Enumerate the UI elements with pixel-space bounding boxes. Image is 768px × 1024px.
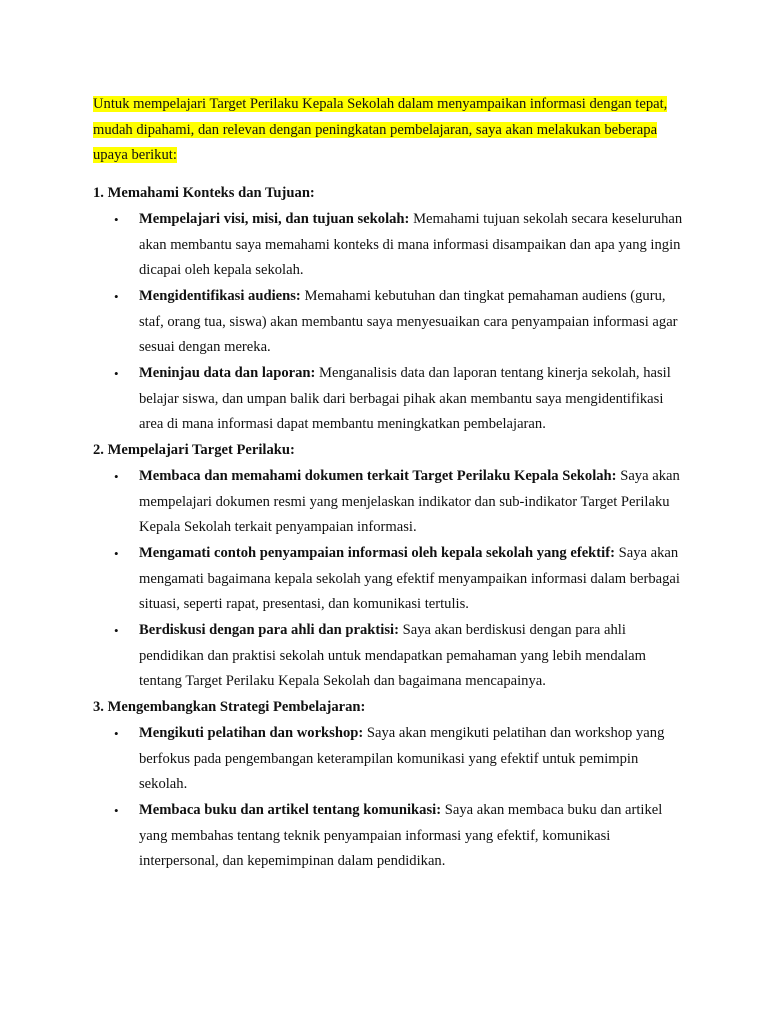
item-text: Saya akan mengikuti pelatihan dan workshop yang berfokus pada pengembangan keterampilan komunikasi yang efektif untuk pemimpin sekolah. xyxy=(139,724,665,793)
item-text: Saya akan mempelajari dokumen resmi yang menjelaskan indikator dan sub-indikator Target Perilaku Kepala Sekolah terkait penyampaian informasi. xyxy=(139,467,680,536)
list-item xyxy=(114,361,683,438)
bullet-list xyxy=(93,207,683,438)
list-item xyxy=(114,207,683,284)
bullet-icon: • xyxy=(114,545,119,561)
item-text: Memahami kebutuhan dan tingkat pemahaman audiens (guru, staf, orang tua, siswa) akan membantu saya menyesuaikan cara penyampaian informasi agar sesuai dengan mereka. xyxy=(139,287,678,356)
item-title: Membaca buku dan artikel tentang komunikasi: xyxy=(139,801,442,818)
item-text: Menganalisis data dan laporan tentang kinerja sekolah, hasil belajar siswa, dan umpan balik dari berbagai pihak akan membantu saya mengidentifikasi area di mana informasi dapat membantu meningkatkan pembelajaran. xyxy=(139,365,671,433)
item-text: Saya akan mengamati bagaimana kepala sekolah yang efektif menyampaikan informasi dalam berbagai situasi, seperti rapat, presentasi, dan komunikasi tertulis. xyxy=(139,544,680,613)
item-title: Mempelajari visi, misi, dan tujuan sekolah: xyxy=(139,210,410,227)
section-2 xyxy=(93,438,683,695)
item-text: Saya akan membaca buku dan artikel yang membahas tentang teknik penyampaian informasi yang efektif, komunikasi interpersonal, dan kepemimpinan dalam pendidikan. xyxy=(139,801,663,870)
section-3 xyxy=(93,695,683,875)
section-heading: 2. Mempelajari Target Perilaku: xyxy=(93,442,295,459)
list-item xyxy=(114,541,683,618)
document-body xyxy=(93,92,683,875)
bullet-list xyxy=(93,464,683,695)
intro-paragraph xyxy=(93,92,683,169)
item-text: Memahami tujuan sekolah secara keseluruhan akan membantu saya memahami konteks di mana informasi disampaikan dan apa yang ingin dicapai oleh kepala sekolah. xyxy=(139,210,683,279)
bullet-icon: • xyxy=(114,623,119,639)
bullet-icon: • xyxy=(114,288,119,304)
bullet-icon: • xyxy=(114,211,119,227)
list-item xyxy=(114,284,683,361)
item-title: Mengikuti pelatihan dan workshop: xyxy=(139,724,364,741)
bullet-list xyxy=(93,721,683,875)
bullet-icon: • xyxy=(114,366,119,382)
section-heading: 1. Memahami Konteks dan Tujuan: xyxy=(93,185,315,202)
section-1 xyxy=(93,181,683,438)
highlighted-intro-text: Untuk mempelajari Target Perilaku Kepala Sekolah dalam menyampaikan informasi dengan tepat, mudah dipahami, dan relevan dengan peningkatan pembelajaran, saya akan melakukan beberapa upaya berikut: xyxy=(93,96,668,164)
list-item xyxy=(114,618,683,695)
item-title: Berdiskusi dengan para ahli dan praktisi: xyxy=(139,622,399,639)
item-text: Saya akan berdiskusi dengan para ahli pendidikan dan praktisi sekolah untuk mendapatkan pemahaman yang lebih mendalam tentang Target Perilaku Kepala Sekolah dan bagaimana mencapainya. xyxy=(139,622,646,690)
item-title: Mengidentifikasi audiens: xyxy=(139,287,301,304)
list-item xyxy=(114,798,683,875)
list-item xyxy=(114,464,683,541)
bullet-icon: • xyxy=(114,802,119,818)
bullet-icon: • xyxy=(114,468,119,484)
item-title: Meninjau data dan laporan: xyxy=(139,365,316,382)
item-title: Membaca dan memahami dokumen terkait Target Perilaku Kepala Sekolah: xyxy=(139,467,617,484)
section-heading: 3. Mengembangkan Strategi Pembelajaran: xyxy=(93,699,366,716)
bullet-icon: • xyxy=(114,725,119,741)
item-title: Mengamati contoh penyampaian informasi oleh kepala sekolah yang efektif: xyxy=(139,544,615,561)
list-item xyxy=(114,721,683,798)
